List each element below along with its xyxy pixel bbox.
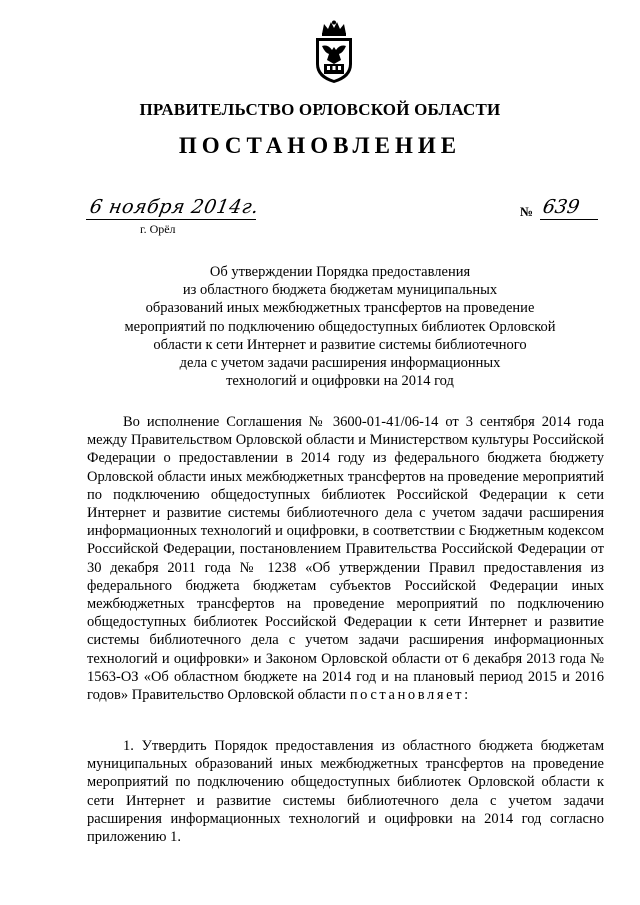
subject-line: образований иных межбюджетных трансфертов на проведение [145,300,535,317]
document-subject [100,263,580,390]
subject-line: Об утверждении Порядка предоставления [209,264,471,280]
handwritten-number: 639 [541,196,582,218]
document-type: ПОСТАНОВЛЕНИЕ [178,133,462,158]
preamble-action: постановляет: [349,687,471,704]
city-label: г. Орёл [140,222,176,236]
handwritten-date: 6 ноября 2014г. [88,196,261,218]
preamble-paragraph [87,413,604,704]
number-label: № [520,204,534,219]
resolution-item-1 [87,737,604,846]
subject-line: из областного бюджета бюджетам муниципальных [182,282,498,299]
item-1-text: 1. Утвердить Порядок предоставления из областного бюджета бюджетам муниципальных образований иных межбюджетных трансфертов на проведение мероприятий по подключению общедоступных библиотек Орловской области к сети Интернет и развитие системы библиотечного дела с учетом задачи расширения информационных технологий и оцифровки на 2014 год согласно приложению 1. [87,738,604,846]
preamble-text: Во исполнение Соглашения № 3600-01-41/06-14 от 3 сентября 2014 года между Правительством Орловской области и Министерством культуры Российской Федерации о предоставлении в 2014 году из федерального бюджета бюджету Орловской области иных межбюджетных трансфертов на проведение мероприятий по подключению общедоступных библиотек Российской Федерации к сети Интернет и развитие системы библиотечного дела с учетом задачи расширения информационных технологий и оцифровки, в соответствии с Бюджетным кодексом Российской Федерации, постановлением Правительства Российской Федерации от 30 декабря 2011 года № 1238 «Об утверждении Правил предоставления из федерального бюджета бюджетам субъектов Российской Федерации иных межбюджетных трансфертов на проведение мероприятий по подключению общедоступных библиотек Российской Федерации к сети Интернет и развитие системы библиотечного дела с учетом задачи расширения информационных технологий и оцифровки» и Законом Орловской области от 6 декабря 2013 года № 1563-ОЗ «Об областном бюджете на 2014 год и на плановый период 2015 и 2016 годов» Правительство Орловской области [87,414,604,704]
orel-coat-of-arms-icon [310,20,358,84]
government-title: ПРАВИТЕЛЬСТВО ОРЛОВСКОЙ ОБЛАСТИ [139,100,501,119]
subject-line: мероприятий по подключению общедоступных библиотек Орловской [124,318,556,335]
date-underline [86,219,256,220]
subject-line: области к сети Интернет и развитие системы библиотечного [153,336,527,353]
number-underline [540,219,598,220]
subject-line: технологий и оцифровки на 2014 год [226,373,454,390]
subject-line: дела с учетом задачи расширения информационных [179,355,501,372]
